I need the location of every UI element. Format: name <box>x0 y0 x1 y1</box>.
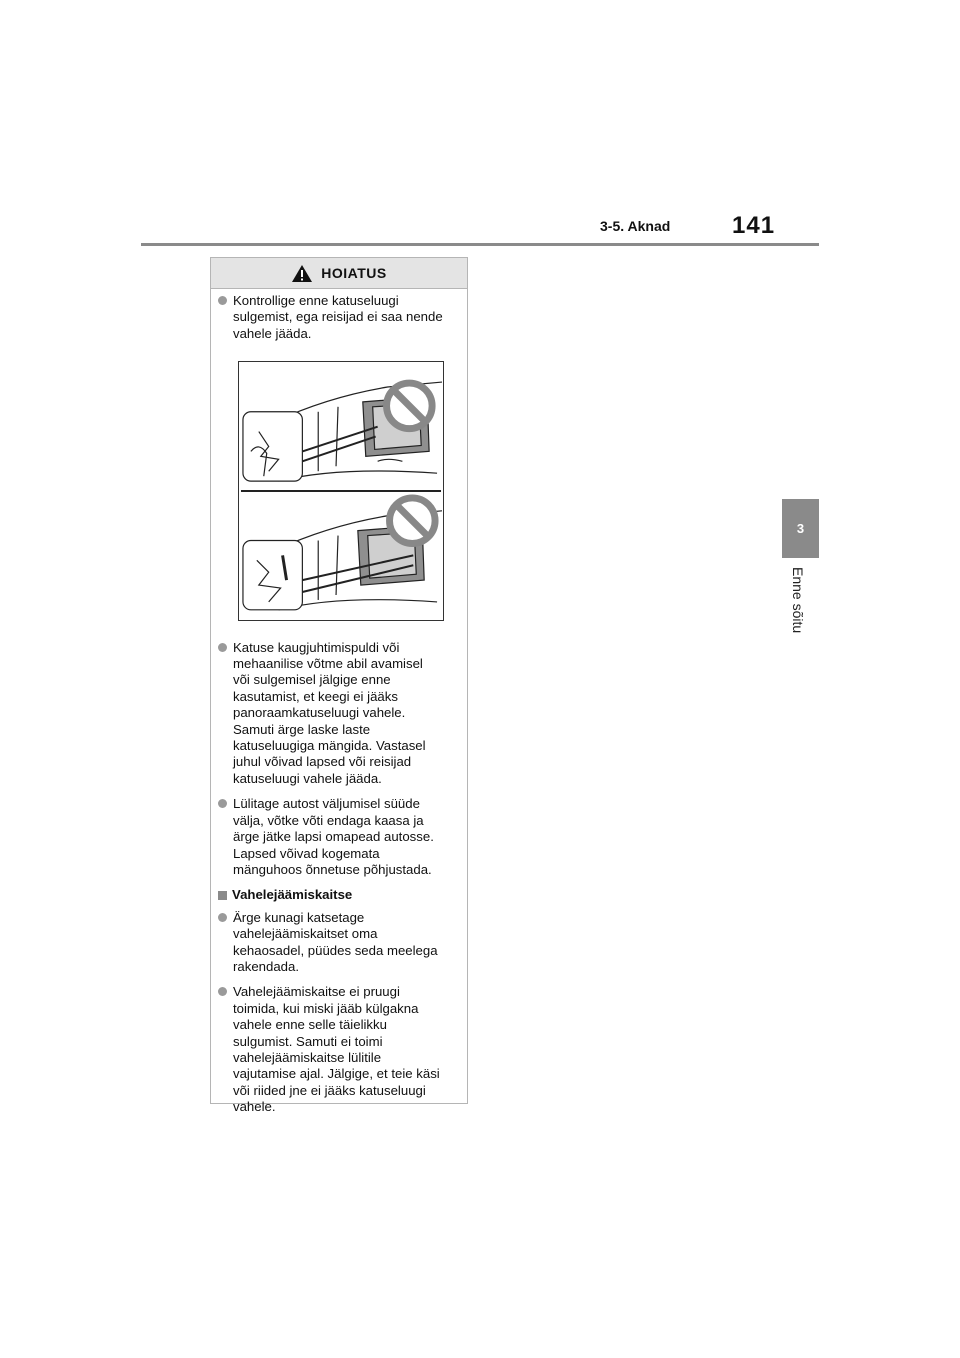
warning-text: Katuse kaugjuhtimispuldi või mehaanilise võtme abil avamisel või sulgemisel jälgige enne kasutamist, et keegi ei jääks panoraamkatuseluugi vahele. Samuti ärge laske laste katuseluugiga mängida. Vastasel juhul võivad lapsed või reisijad katuseluugi vahele jääda. <box>233 639 426 786</box>
warning-title: HOIATUS <box>321 265 387 281</box>
warning-text: Kontrollige enne katuseluugi sulgemist, ega reisijad ei saa nende vahele jääda. <box>233 293 443 341</box>
subsection-title: Vahelejäämiskaitse <box>232 887 353 903</box>
sunroof-pinch-illustration <box>238 361 444 621</box>
header-divider <box>141 243 819 246</box>
warning-item <box>215 910 461 976</box>
bullet-icon <box>218 913 227 922</box>
bullet-icon <box>218 987 227 996</box>
warning-text: Vahelejäämiskaitse ei pruugi toimida, kui miski jääb külgakna vahele enne selle täielikku sulgumist. Samuti ei toimi vahelejäämiskaitse lülitile vajutamise ajal. Jälgige, et teie käsi või riided jne ei jääks katuseluugi vahele. <box>233 984 440 1115</box>
warning-item <box>215 640 461 788</box>
warning-item <box>215 796 461 878</box>
chapter-tab: 3 <box>782 499 819 558</box>
bullet-icon <box>218 643 227 652</box>
square-bullet-icon <box>218 891 227 900</box>
warning-item <box>215 984 461 1115</box>
warning-item <box>215 293 461 342</box>
chapter-label: Enne sõitu <box>790 567 806 634</box>
warning-text: Lülitage autost väljumisel süüde välja, võtke võti endaga kaasa ja ärge jätke lapsi omapead autosse. Lapsed võivad kogemata mänguhoos õnnetuse põhjustada. <box>233 796 434 877</box>
warning-box <box>210 257 468 1115</box>
page-number: 141 <box>732 212 776 239</box>
subsection-heading <box>215 887 461 903</box>
warning-triangle-icon <box>291 264 313 283</box>
warning-text: Ärge kunagi katsetage vahelejäämiskaitset oma kehaosadel, püüdes seda meelega rakendada. <box>233 909 438 974</box>
section-title: 3-5. Aknad <box>600 218 671 234</box>
bullet-icon <box>218 296 227 305</box>
bullet-icon <box>218 799 227 808</box>
warning-header <box>211 258 467 289</box>
